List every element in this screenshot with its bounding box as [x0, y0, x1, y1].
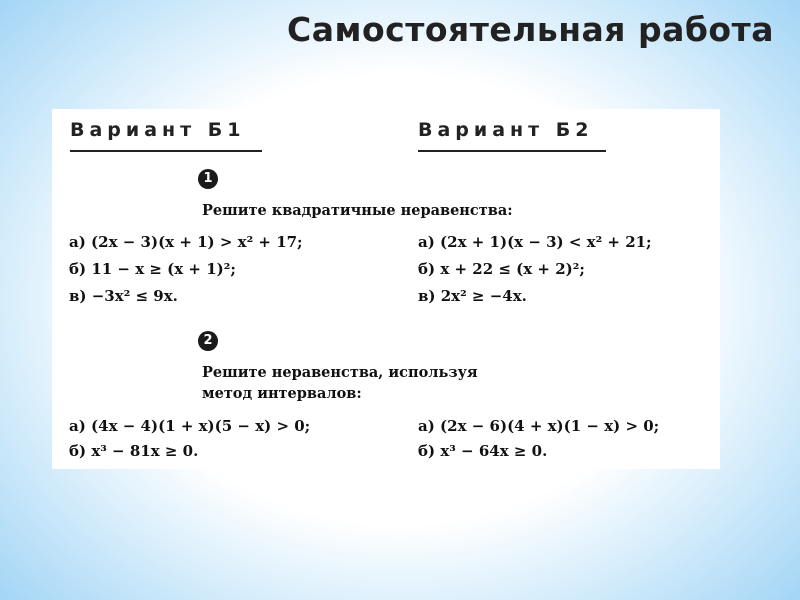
- task-2-b1-item-a: а) (4x − 4)(1 + x)(5 − x) > 0;: [69, 417, 311, 435]
- task-2-b2-item-b: б) x³ − 64x ≥ 0.: [418, 442, 548, 460]
- task-2-b2-item-a: а) (2x − 6)(4 + x)(1 − x) > 0;: [418, 417, 660, 435]
- variant-b1-heading: Вариант Б1: [70, 119, 246, 141]
- task-2-b1-item-b: б) x³ − 81x ≥ 0.: [69, 442, 199, 460]
- task-1-instruction: Решите квадратичные неравенства:: [202, 202, 513, 219]
- variant-b1-underline: [70, 150, 262, 152]
- task-1-b2-item-c: в) 2x² ≥ −4x.: [418, 287, 527, 305]
- task-1-b2-item-b: б) x + 22 ≤ (x + 2)²;: [418, 260, 585, 278]
- worksheet-card: [52, 109, 720, 469]
- task-2-instruction-line1: Решите неравенства, используя: [202, 364, 478, 381]
- task-1-b1-item-a: а) (2x − 3)(x + 1) > x² + 17;: [69, 233, 303, 251]
- task-1-number-badge: 1: [198, 169, 218, 189]
- variant-b2-heading: Вариант Б2: [418, 119, 594, 141]
- task-1-b1-item-b: б) 11 − x ≥ (x + 1)²;: [69, 260, 236, 278]
- task-1-b1-item-c: в) −3x² ≤ 9x.: [69, 287, 178, 305]
- task-1-b2-item-a: а) (2x + 1)(x − 3) < x² + 21;: [418, 233, 652, 251]
- task-2-number-badge: 2: [198, 331, 218, 351]
- variant-b2-underline: [418, 150, 606, 152]
- slide-title: Самостоятельная работа: [287, 10, 774, 49]
- task-2-instruction-line2: метод интервалов:: [202, 385, 362, 402]
